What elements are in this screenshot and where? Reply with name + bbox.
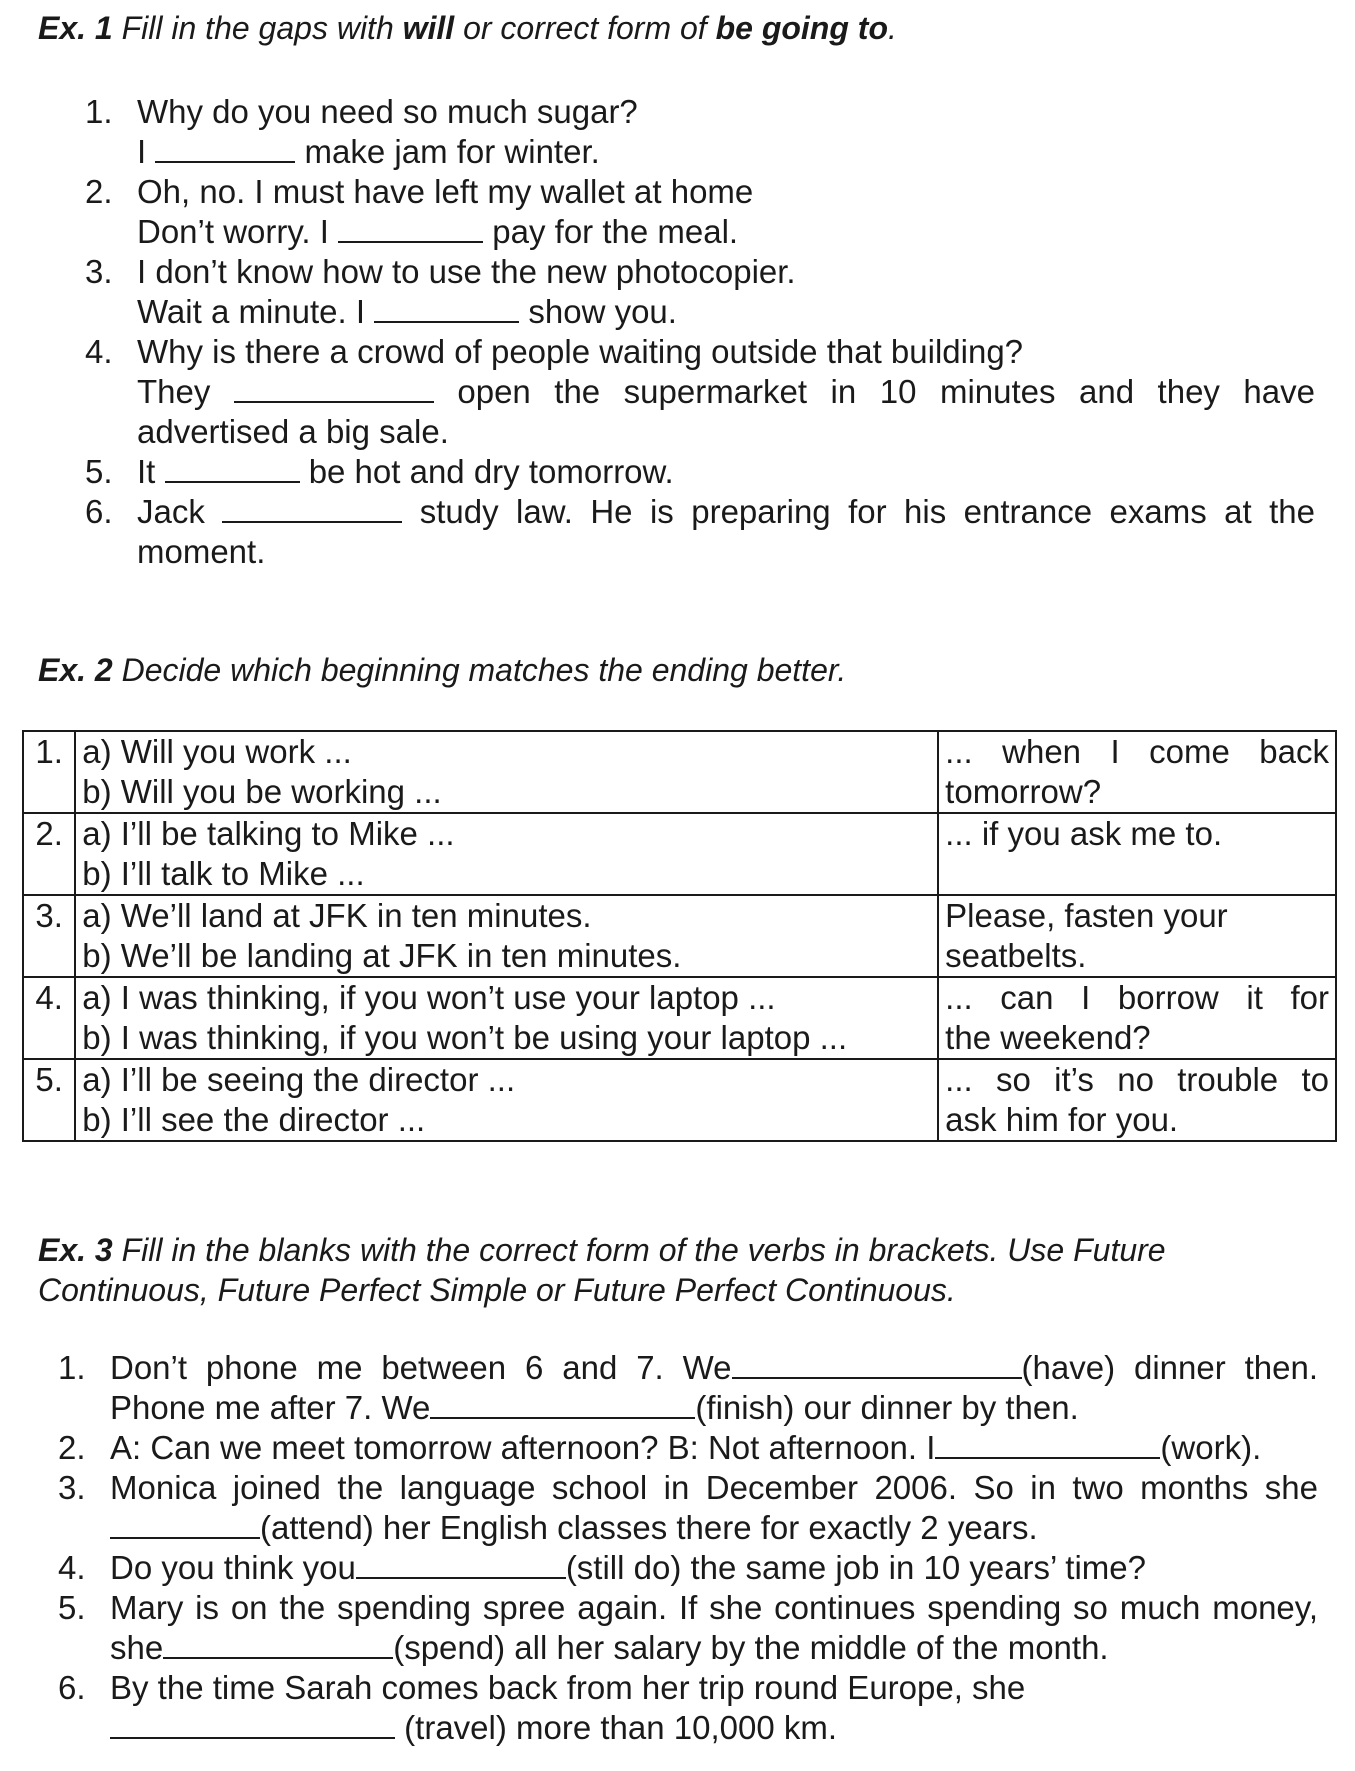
option-a[interactable]: a) I was thinking, if you won’t use your laptop ...	[82, 979, 776, 1016]
table-row: 2. a) I’ll be talking to Mike ... b) I’ll talk to Mike ... ... if you ask me to.	[23, 813, 1336, 895]
exercise-2-title: Ex. 2 Decide which beginning matches the ending better.	[38, 652, 847, 688]
matching-table	[22, 730, 1337, 1142]
list-item: 6. By the time Sarah comes back from her trip round Europe, she (travel) more than 10,000 km.	[58, 1669, 1026, 1746]
exercise-2-label: Ex. 2	[38, 652, 113, 688]
answer-blank[interactable]	[155, 135, 295, 163]
list-item: 1. Why do you need so much sugar? I make jam for winter.	[85, 93, 638, 170]
answer-blank[interactable]	[935, 1431, 1160, 1459]
keyword-be-going-to: be going to	[715, 10, 888, 46]
answer-blank[interactable]	[430, 1391, 695, 1419]
answer-blank[interactable]	[222, 495, 402, 523]
list-item: 3. I don’t know how to use the new photocopier. Wait a minute. I show you.	[85, 253, 796, 330]
option-a[interactable]: a) We’ll land at JFK in ten minutes.	[82, 897, 592, 934]
answer-blank[interactable]	[234, 375, 434, 403]
option-a[interactable]: a) I’ll be seeing the director ...	[82, 1061, 516, 1098]
keyword-will: will	[402, 10, 455, 46]
option-a[interactable]: a) I’ll be talking to Mike ...	[82, 815, 455, 852]
exercise-1-title: Ex. 1 Fill in the gaps with will or correct form of be going to.	[38, 10, 897, 46]
list-item: 1. Don’t phone me between 6 and 7. We (have) dinner then. Phone me after 7. We (finish) our dinner by then.	[58, 1349, 1318, 1426]
option-b[interactable]: b) I was thinking, if you won’t be using your laptop ...	[82, 1019, 848, 1056]
table-row: 4. a) I was thinking, if you won’t use your laptop ... b) I was thinking, if you won’t be using your laptop ... ... can I borrow it for the weekend?	[23, 977, 1336, 1059]
exercise-3-label: Ex. 3	[38, 1232, 113, 1268]
answer-blank[interactable]	[374, 295, 519, 323]
answer-blank[interactable]	[338, 215, 483, 243]
list-item: 4. Do you think you (still do) the same job in 10 years’ time?	[58, 1549, 1147, 1586]
list-item: 4. Why is there a crowd of people waiting outside that building? They open the supermarket in 10 minutes and they have advertised a big sale.	[85, 333, 1315, 450]
answer-blank[interactable]	[165, 455, 300, 483]
table-row: 3. a) We’ll land at JFK in ten minutes. b) We’ll be landing at JFK in ten minutes. Please, fasten your seatbelts.	[23, 895, 1336, 977]
table-row: 1. a) Will you work ... b) Will you be working ... ... when I come back tomorrow?	[23, 731, 1336, 813]
list-item: 2. Oh, no. I must have left my wallet at home Don’t worry. I pay for the meal.	[85, 173, 754, 250]
exercise-3-title: Ex. 3 Fill in the blanks with the correct form of the verbs in brackets. Use Future Continuous, Future Perfect Simple or Future Perfect Continuous.	[38, 1232, 1166, 1308]
answer-blank[interactable]	[110, 1711, 395, 1739]
option-b[interactable]: b) Will you be working ...	[82, 773, 442, 810]
exercise-3-list	[58, 1348, 1318, 1748]
exercise-1-list	[85, 92, 1315, 572]
option-b[interactable]: b) I’ll talk to Mike ...	[82, 855, 365, 892]
option-a[interactable]: a) Will you work ...	[82, 733, 352, 770]
list-item: 5. It be hot and dry tomorrow.	[85, 453, 674, 490]
answer-blank[interactable]	[732, 1351, 1022, 1379]
option-b[interactable]: b) We’ll be landing at JFK in ten minutes.	[82, 937, 682, 974]
list-item: 2. A: Can we meet tomorrow afternoon? B: Not afternoon. I (work).	[58, 1429, 1262, 1466]
answer-blank[interactable]	[110, 1511, 260, 1539]
list-item: 6. Jack study law. He is preparing for his entrance exams at the moment.	[85, 493, 1315, 570]
exercise-1-label: Ex. 1	[38, 10, 113, 46]
option-b[interactable]: b) I’ll see the director ...	[82, 1101, 426, 1138]
table-row: 5. a) I’ll be seeing the director ... b) I’ll see the director ... ... so it’s no trouble to ask him for you.	[23, 1059, 1336, 1141]
list-item: 3. Monica joined the language school in December 2006. So in two months she (attend) her English classes there for exactly 2 years.	[58, 1469, 1318, 1546]
list-item: 5. Mary is on the spending spree again. If she continues spending so much money, she (spend) all her salary by the middle of the month.	[58, 1589, 1318, 1666]
answer-blank[interactable]	[356, 1551, 566, 1579]
answer-blank[interactable]	[163, 1631, 393, 1659]
